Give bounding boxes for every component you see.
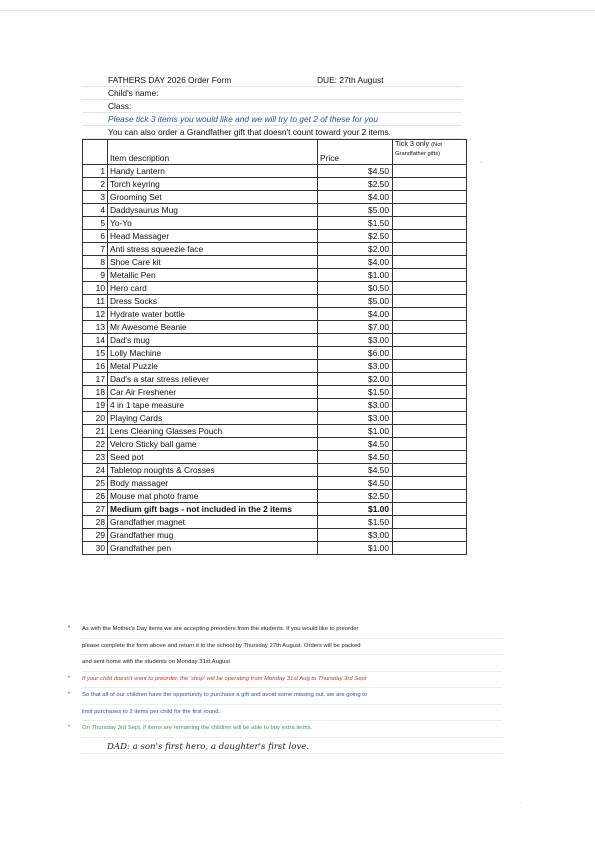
item-price: $6.00 — [318, 347, 393, 360]
item-price: $1.00 — [318, 503, 393, 516]
item-tick-box[interactable] — [393, 373, 467, 386]
item-tick-box[interactable] — [393, 321, 467, 334]
item-number: 23 — [83, 451, 108, 464]
table-row — [83, 178, 467, 191]
form-title: FATHERS DAY 2026 Order Form — [106, 74, 315, 87]
item-tick-box[interactable] — [393, 347, 467, 360]
item-name: Handy Lantern — [108, 165, 318, 178]
item-price: $5.00 — [318, 204, 393, 217]
item-name: Medium gift bags - not included in the 2 items — [108, 503, 318, 516]
scan-speck: - — [480, 160, 482, 166]
item-number: 17 — [83, 373, 108, 386]
table-row — [83, 399, 467, 412]
item-name: Dress Socks — [108, 295, 318, 308]
item-price: $3.00 — [318, 529, 393, 542]
item-tick-box[interactable] — [393, 542, 467, 555]
item-name: Mouse mat photo frame — [108, 490, 318, 503]
item-name: Dad's a star stress reliever — [108, 373, 318, 386]
table-row — [83, 165, 467, 178]
order-form — [82, 74, 459, 555]
table-row — [83, 256, 467, 269]
note-bullet: * — [67, 692, 71, 699]
item-tick-box[interactable] — [393, 438, 467, 451]
item-name: Yo-Yo — [108, 217, 318, 230]
item-tick-box[interactable] — [393, 178, 467, 191]
item-number: 7 — [83, 243, 108, 256]
item-number: 10 — [83, 282, 108, 295]
item-price: $1.00 — [318, 269, 393, 282]
table-row — [83, 321, 467, 334]
table-row — [83, 464, 467, 477]
col-tick-header: Tick 3 only (Not Grandfather gifts) — [393, 140, 467, 165]
table-row — [83, 308, 467, 321]
item-tick-box[interactable] — [393, 243, 467, 256]
table-row — [83, 529, 467, 542]
item-name: Dad's mug — [108, 334, 318, 347]
item-number: 6 — [83, 230, 108, 243]
item-number: 26 — [83, 490, 108, 503]
item-price: $3.00 — [318, 360, 393, 373]
item-price: $4.50 — [318, 438, 393, 451]
item-name: Anti stress squeezie face — [108, 243, 318, 256]
item-price: $2.50 — [318, 490, 393, 503]
table-row — [83, 204, 467, 217]
item-name: Body massager — [108, 477, 318, 490]
item-number: 27 — [83, 503, 108, 516]
item-price: $2.00 — [318, 373, 393, 386]
item-price: $3.00 — [318, 399, 393, 412]
item-name: Grandfather mug — [108, 529, 318, 542]
col-price-header: Price — [318, 140, 393, 165]
class-field[interactable]: Class: — [106, 100, 315, 113]
item-tick-box[interactable] — [393, 308, 467, 321]
item-number: 12 — [83, 308, 108, 321]
item-price: $7.00 — [318, 321, 393, 334]
note-shop: * If your child doesn't want to preorder, the 'shop' will be operating from Monday 31st Aug to Thursday 3rd Sept — [82, 672, 502, 689]
note-preorder-1: * As with the Mother's Day items we are accepting preorders from the students. If you would like to preorder — [82, 622, 502, 639]
item-tick-box[interactable] — [393, 490, 467, 503]
table-row — [83, 295, 467, 308]
item-price: $4.50 — [318, 477, 393, 490]
item-name: Velcro Sticky ball game — [108, 438, 318, 451]
item-tick-box[interactable] — [393, 451, 467, 464]
item-tick-box[interactable] — [393, 412, 467, 425]
item-name: Grooming Set — [108, 191, 318, 204]
item-number: 24 — [83, 464, 108, 477]
item-tick-box[interactable] — [393, 230, 467, 243]
note-bullet: * — [67, 626, 71, 633]
table-row — [83, 503, 467, 516]
item-number: 25 — [83, 477, 108, 490]
grandfather-note: You can also order a Grandfather gift that doesn't count toward your 2 items. — [106, 126, 462, 139]
item-number: 3 — [83, 191, 108, 204]
item-number: 8 — [83, 256, 108, 269]
item-tick-box[interactable] — [393, 503, 467, 516]
note-preorder-2: please complete the form above and return it to the school by Thursday 27th August. Orders will be packed — [82, 639, 502, 656]
item-number: 14 — [83, 334, 108, 347]
item-tick-box[interactable] — [393, 165, 467, 178]
item-price: $3.00 — [318, 412, 393, 425]
table-row — [83, 425, 467, 438]
item-price: $2.00 — [318, 243, 393, 256]
item-name: Torch keyring — [108, 178, 318, 191]
items-body — [83, 165, 467, 555]
note-bullet: * — [67, 675, 71, 682]
item-tick-box[interactable] — [393, 269, 467, 282]
item-price: $5.00 — [318, 295, 393, 308]
item-price: $3.00 — [318, 334, 393, 347]
item-tick-box[interactable] — [393, 386, 467, 399]
item-name: Metal Puzzle — [108, 360, 318, 373]
item-price: $4.50 — [318, 451, 393, 464]
item-price: $0.50 — [318, 282, 393, 295]
item-name: 4 in 1 tape measure — [108, 399, 318, 412]
items-table — [82, 139, 467, 555]
item-price: $2.50 — [318, 178, 393, 191]
child-name-field[interactable]: Child's name: — [106, 87, 315, 100]
scan-speck: · — [520, 800, 522, 806]
item-tick-box[interactable] — [393, 282, 467, 295]
table-row — [83, 516, 467, 529]
table-row — [83, 373, 467, 386]
item-price: $1.50 — [318, 386, 393, 399]
page-top-rule — [0, 10, 595, 11]
item-name: Car Air Freshener — [108, 386, 318, 399]
item-price: $4.00 — [318, 308, 393, 321]
item-number: 1 — [83, 165, 108, 178]
item-number: 16 — [83, 360, 108, 373]
table-row — [83, 334, 467, 347]
item-name: Head Massager — [108, 230, 318, 243]
item-number: 22 — [83, 438, 108, 451]
due-date: DUE: 27th August — [315, 74, 389, 87]
item-tick-box[interactable] — [393, 425, 467, 438]
item-number: 13 — [83, 321, 108, 334]
item-price: $1.50 — [318, 516, 393, 529]
note-bullet: * — [67, 725, 71, 732]
item-tick-box[interactable] — [393, 191, 467, 204]
item-name: Shoe Care kit — [108, 256, 318, 269]
item-number: 19 — [83, 399, 108, 412]
item-number: 21 — [83, 425, 108, 438]
item-name: Metallic Pen — [108, 269, 318, 282]
form-header-table — [82, 74, 462, 139]
table-row — [83, 451, 467, 464]
item-name: Grandfather pen — [108, 542, 318, 555]
item-name: Lolly Machine — [108, 347, 318, 360]
item-name: Hydrate water bottle — [108, 308, 318, 321]
table-row — [83, 347, 467, 360]
item-number: 5 — [83, 217, 108, 230]
item-tick-box[interactable] — [393, 204, 467, 217]
note-preorder-3: and sent home with the students on Monday 31st August — [82, 655, 502, 672]
item-name: Tabletop noughts & Crosses — [108, 464, 318, 477]
item-number: 11 — [83, 295, 108, 308]
item-price: $1.50 — [318, 217, 393, 230]
item-name: Seed pot — [108, 451, 318, 464]
table-row — [83, 191, 467, 204]
item-tick-box[interactable] — [393, 334, 467, 347]
signature-quote: DAD: a son's first hero, a daughter's first love. — [107, 742, 310, 752]
item-name: Mr Awesome Beanie — [108, 321, 318, 334]
item-name: Daddysaurus Mug — [108, 204, 318, 217]
item-number: 20 — [83, 412, 108, 425]
item-tick-box[interactable] — [393, 464, 467, 477]
table-row — [83, 230, 467, 243]
item-name: Lens Cleaning Glasses Pouch — [108, 425, 318, 438]
items-header-row — [83, 140, 467, 165]
table-row — [83, 477, 467, 490]
item-name: Playing Cards — [108, 412, 318, 425]
item-price: $2.50 — [318, 230, 393, 243]
item-number: 4 — [83, 204, 108, 217]
item-price: $1.00 — [318, 542, 393, 555]
item-number: 2 — [83, 178, 108, 191]
col-item-header: Item description — [108, 140, 318, 165]
note-limit-1: * So that all of our children have the opportunity to purchase a gift and avoid some missing out, we are going to — [82, 688, 502, 705]
item-number: 28 — [83, 516, 108, 529]
table-row — [83, 412, 467, 425]
item-tick-box[interactable] — [393, 477, 467, 490]
item-number: 9 — [83, 269, 108, 282]
note-extra: * On Thursday 3rd Sept, if items are remaining the children will be able to buy extra items. — [82, 721, 502, 738]
item-tick-box[interactable] — [393, 295, 467, 308]
item-tick-box[interactable] — [393, 399, 467, 412]
instruction-text: Please tick 3 items you would like and we will try to get 2 of these for you — [106, 113, 462, 126]
item-price: $4.00 — [318, 191, 393, 204]
table-row — [83, 386, 467, 399]
table-row — [83, 438, 467, 451]
item-price: $1.00 — [318, 425, 393, 438]
item-name: Hero card — [108, 282, 318, 295]
item-tick-box[interactable] — [393, 256, 467, 269]
table-row — [83, 282, 467, 295]
table-row — [83, 217, 467, 230]
table-row — [83, 243, 467, 256]
item-tick-box[interactable] — [393, 516, 467, 529]
item-tick-box[interactable] — [393, 217, 467, 230]
table-row — [83, 269, 467, 282]
item-name: Grandfather magnet — [108, 516, 318, 529]
table-row — [83, 490, 467, 503]
table-row — [83, 360, 467, 373]
note-limit-2: limit purchases to 2 items per child for the first round. — [82, 705, 502, 722]
item-price: $4.00 — [318, 256, 393, 269]
item-number: 18 — [83, 386, 108, 399]
item-tick-box[interactable] — [393, 360, 467, 373]
item-price: $4.50 — [318, 165, 393, 178]
table-row — [83, 542, 467, 555]
item-number: 29 — [83, 529, 108, 542]
item-price: $4.50 — [318, 464, 393, 477]
notes-section — [67, 622, 502, 754]
item-tick-box[interactable] — [393, 529, 467, 542]
item-number: 30 — [83, 542, 108, 555]
item-number: 15 — [83, 347, 108, 360]
